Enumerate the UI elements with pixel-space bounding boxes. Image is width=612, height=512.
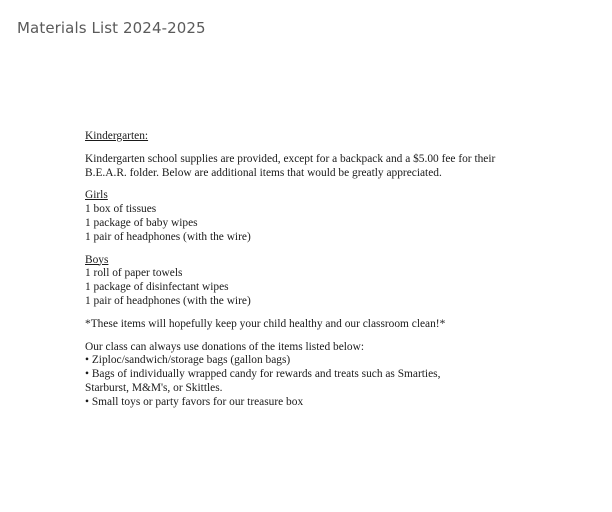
kindergarten-heading: Kindergarten:	[85, 130, 149, 142]
boys-item: 1 roll of paper towels	[85, 267, 183, 280]
girls-heading: Girls	[85, 189, 108, 202]
boys-heading: Boys	[85, 253, 109, 266]
supply-list-document	[85, 130, 555, 410]
donation-item-continued: Starburst, M&M's, or Skittles.	[85, 381, 223, 394]
donation-item: • Ziploc/sandwich/storage bags (gallon bags)	[85, 354, 291, 367]
intro-line-1: Kindergarten school supplies are provided, except for a backpack and a $5.00 fee for their	[85, 152, 496, 165]
page-title: Materials List 2024-2025	[17, 19, 206, 37]
girls-item: 1 box of tissues	[85, 203, 157, 216]
girls-item: 1 pair of headphones (with the wire)	[85, 230, 251, 243]
health-note: *These items will hopefully keep your child healthy and our classroom clean!*	[85, 317, 446, 330]
boys-item: 1 pair of headphones (with the wire)	[85, 294, 251, 307]
girls-item: 1 package of baby wipes	[85, 216, 198, 229]
intro-line-2: B.E.A.R. folder. Below are additional items that would be greatly appreciated.	[85, 166, 442, 179]
boys-item: 1 package of disinfectant wipes	[85, 281, 229, 294]
donation-item: • Small toys or party favors for our treasure box	[85, 395, 304, 408]
donation-item: • Bags of individually wrapped candy for rewards and treats such as Smarties,	[85, 368, 441, 381]
donations-intro: Our class can always use donations of the items listed below:	[85, 340, 365, 353]
